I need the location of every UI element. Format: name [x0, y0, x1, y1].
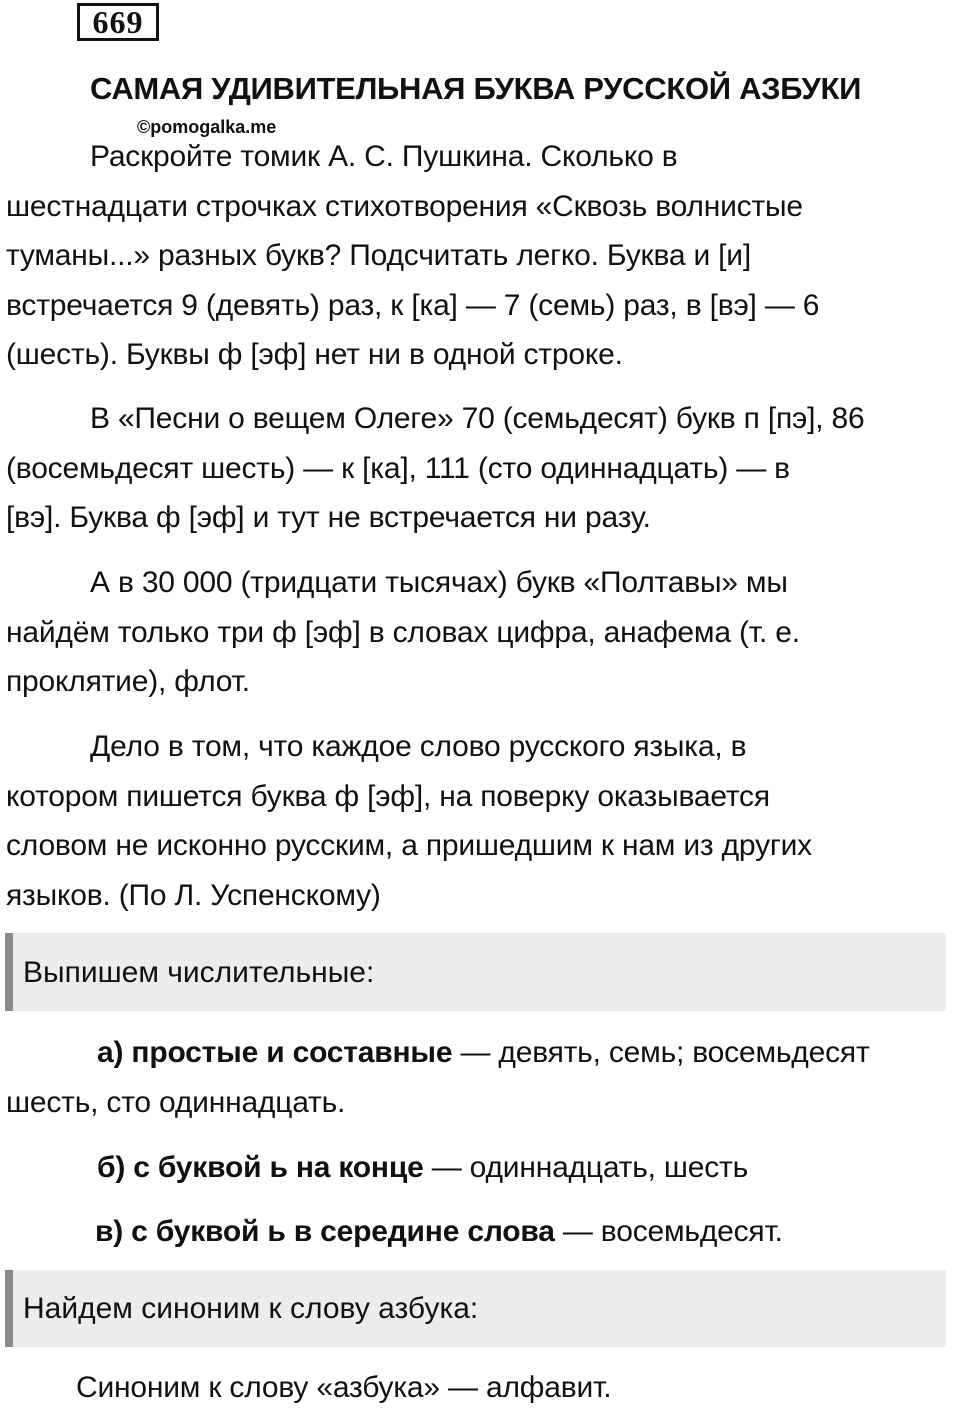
paragraph-line: Дело в том, что каждое слово русского языка, в	[90, 730, 747, 763]
answer-label: б) с буквой ь на конце	[97, 1151, 424, 1184]
task-heading-numerals: Выпишем числительные:	[5, 933, 946, 1011]
answer-item-c	[95, 1207, 783, 1257]
paragraph-line: В «Песни о вещем Олеге» 70 (семьдесят) букв п [пэ], 86	[90, 402, 865, 435]
page-title: САМАЯ УДИВИТЕЛЬНАЯ БУКВА РУССКОЙ АЗБУКИ	[90, 71, 862, 106]
paragraph-line: А в 30 000 (тридцати тысячах) букв «Полтавы» мы	[90, 566, 788, 599]
paragraph-line: (восемьдесят шесть) — к [ка], 111 (сто одиннадцать) — в	[6, 451, 790, 485]
task-heading-synonym: Найдем синоним к слову азбука:	[5, 1270, 946, 1347]
paragraph-1	[6, 132, 958, 380]
paragraph-line: [вэ]. Буква ф [эф] и тут не встречается ни разу.	[6, 501, 651, 534]
synonym-answer: Синоним к слову «азбука» — алфавит.	[76, 1371, 612, 1404]
watermark: ©pomogalka.me	[137, 117, 277, 137]
answer-item-b	[97, 1143, 748, 1193]
answer-label: а) простые и составные	[97, 1036, 453, 1069]
answer-text: — девять, семь; восемьдесят	[452, 1036, 870, 1069]
paragraph-line: проклятие), флот.	[6, 665, 250, 698]
paragraph-line: Раскройте томик А. С. Пушкина. Сколько в	[90, 140, 678, 173]
answer-text: — одиннадцать, шесть	[423, 1151, 749, 1184]
paragraph-line: найдём только три ф [эф] в словах цифра, анафема (т. е.	[6, 615, 800, 649]
paragraph-3	[6, 558, 958, 707]
paragraph-line: котором пишется буква ф [эф], на поверку оказывается	[6, 779, 770, 813]
answer-text: — восемьдесят.	[554, 1215, 783, 1248]
paragraph-2	[6, 394, 958, 543]
paragraph-line: языков. (По Л. Успенскому)	[6, 878, 381, 912]
paragraph-4	[6, 722, 958, 920]
paragraph-line: (шесть). Буквы ф [эф] нет ни в одной строке.	[6, 338, 623, 371]
exercise-number: 669	[77, 3, 159, 41]
paragraph-line: словом не исконно русским, а пришедшим к нам из других	[6, 829, 812, 862]
answer-label: в) с буквой ь в середине слова	[95, 1215, 555, 1248]
answer-item-a	[97, 1028, 869, 1078]
answer-item-a-continuation: шесть, сто одиннадцать.	[6, 1086, 346, 1119]
paragraph-line: туманы...» разных букв? Подсчитать легко. Буква и [и]	[6, 239, 751, 272]
paragraph-line: шестнадцати строчках стихотворения «Сквозь волнистые	[6, 189, 803, 223]
paragraph-line: встречается 9 (девять) раз, к [ка] — 7 (семь) раз, в [вэ] — 6	[6, 288, 820, 322]
